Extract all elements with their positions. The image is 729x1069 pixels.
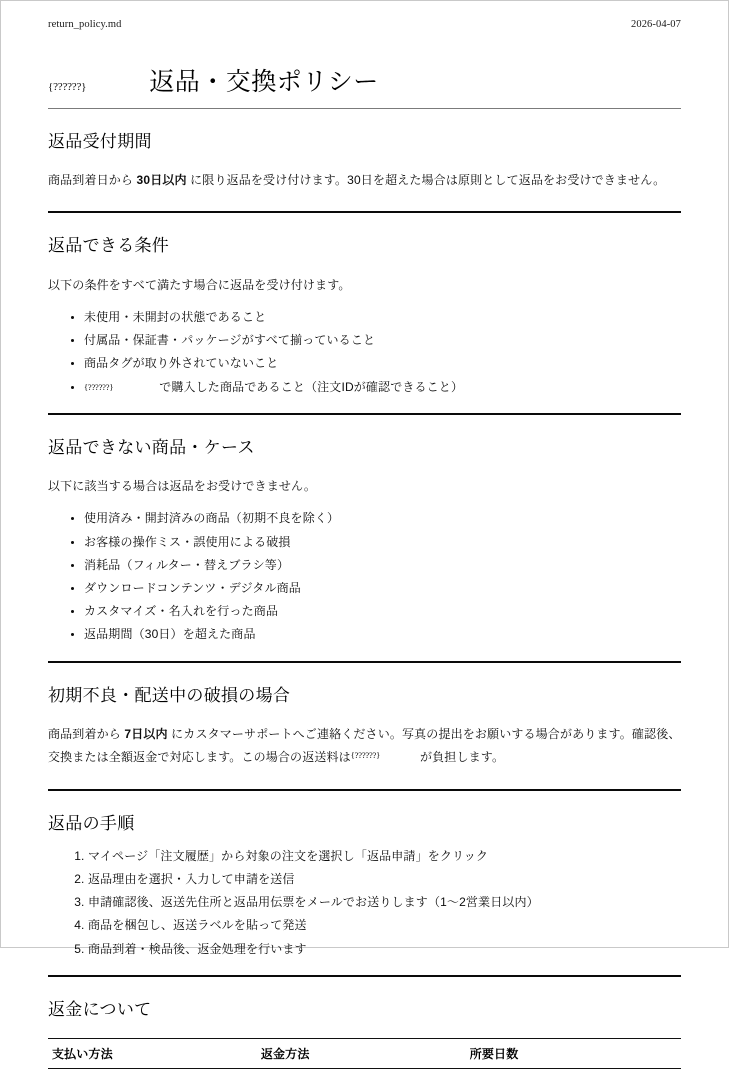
section-paragraph bbox=[48, 169, 681, 192]
list-item: 1. マイページ「注文履歴」から対象の注文を選択し「返品申請」をクリック bbox=[88, 850, 681, 863]
section-heading: 返品の手順 bbox=[48, 813, 135, 833]
table-header-row bbox=[48, 1039, 681, 1069]
eligible-conditions-list bbox=[48, 311, 681, 394]
list-item: • ダウンロードコンテンツ・デジタル商品 bbox=[84, 582, 681, 595]
document-header bbox=[48, 19, 681, 30]
table-column-header: 支払い方法 bbox=[48, 1039, 257, 1069]
section-return-procedure bbox=[48, 813, 681, 956]
paragraph-lead: 商品到着日から bbox=[48, 173, 137, 187]
non-returnable-list bbox=[48, 512, 681, 641]
paragraph-emphasis: 7日以内 bbox=[124, 726, 168, 741]
list-item bbox=[84, 381, 681, 394]
list-item: 3. 申請確認後、返送先住所と返品用伝票をメールでお送りします（1〜2営業日以内） bbox=[88, 896, 681, 909]
list-item: 5. 商品到着・検品後、返金処理を行います bbox=[88, 943, 681, 956]
section-refund bbox=[48, 999, 681, 1069]
list-item-text: で購入した商品であること（注文IDが確認できること） bbox=[159, 379, 464, 394]
title-row bbox=[48, 68, 681, 97]
paragraph-tail: に限り返品を受け付けます。30日を超えた場合は原則として返品をお受けできません。 bbox=[186, 173, 666, 187]
list-item: • 返品期間（30日）を超えた商品 bbox=[84, 628, 681, 641]
section-divider bbox=[48, 789, 681, 791]
paragraph-lead: 商品到着から bbox=[48, 726, 125, 741]
section-intro: 以下の条件をすべて満たす場合に返品を受け付けます。 bbox=[48, 277, 351, 292]
section-intro: 以下に該当する場合は返品をお受けできません。 bbox=[48, 479, 317, 494]
title-placeholder-token: {??????} bbox=[48, 81, 87, 93]
section-divider bbox=[48, 413, 681, 415]
section-non-returnable bbox=[48, 437, 681, 642]
table-column-header: 返金方法 bbox=[257, 1039, 466, 1069]
page-content bbox=[48, 19, 681, 1069]
section-return-period bbox=[48, 131, 681, 193]
section-heading: 返品できる条件 bbox=[48, 236, 170, 256]
paragraph-body: にカスタマーサポートへご連絡ください。写真の提出をお願いする場合があります。確認後、交換または全額返金で対応します。この場合の返送料は bbox=[48, 726, 681, 765]
paragraph-tail: が負担します。 bbox=[420, 750, 505, 765]
section-divider bbox=[48, 211, 681, 213]
placeholder-token: {??????} bbox=[84, 381, 114, 392]
refund-table bbox=[48, 1038, 681, 1069]
placeholder-token: {??????} bbox=[350, 750, 380, 761]
list-item: 4. 商品を梱包し、返送ラベルを貼って発送 bbox=[88, 919, 681, 932]
list-item: • 消耗品（フィルター・替えブラシ等） bbox=[84, 559, 681, 572]
paragraph-emphasis: 30日以内 bbox=[136, 173, 187, 187]
list-item: 2. 返品理由を選択・入力して申請を送信 bbox=[88, 873, 681, 886]
title-divider bbox=[48, 108, 681, 109]
page-title: 返品・交換ポリシー bbox=[149, 68, 379, 96]
table-column-header: 所要日数 bbox=[466, 1039, 681, 1069]
section-heading: 初期不良・配送中の破損の場合 bbox=[48, 685, 291, 705]
section-divider bbox=[48, 975, 681, 977]
return-procedure-steps bbox=[48, 850, 681, 956]
section-paragraph bbox=[48, 723, 681, 770]
list-item: • お客様の操作ミス・誤使用による破損 bbox=[84, 536, 681, 549]
section-divider bbox=[48, 661, 681, 663]
section-eligible-conditions bbox=[48, 235, 681, 393]
list-item: • 使用済み・開封済みの商品（初期不良を除く） bbox=[84, 512, 681, 525]
list-item: • カスタマイズ・名入れを行った商品 bbox=[84, 605, 681, 618]
document-filename: return_policy.md bbox=[48, 19, 122, 30]
document-date: 2026-04-07 bbox=[631, 19, 681, 30]
list-item: • 商品タグが取り外されていないこと bbox=[84, 357, 681, 370]
section-heading: 返品受付期間 bbox=[48, 131, 152, 151]
list-item: • 未使用・未開封の状態であること bbox=[84, 311, 681, 324]
section-heading: 返品できない商品・ケース bbox=[48, 437, 255, 457]
list-item: • 付属品・保証書・パッケージがすべて揃っていること bbox=[84, 334, 681, 347]
section-heading: 返金について bbox=[48, 999, 152, 1019]
section-defect-damage bbox=[48, 685, 681, 770]
